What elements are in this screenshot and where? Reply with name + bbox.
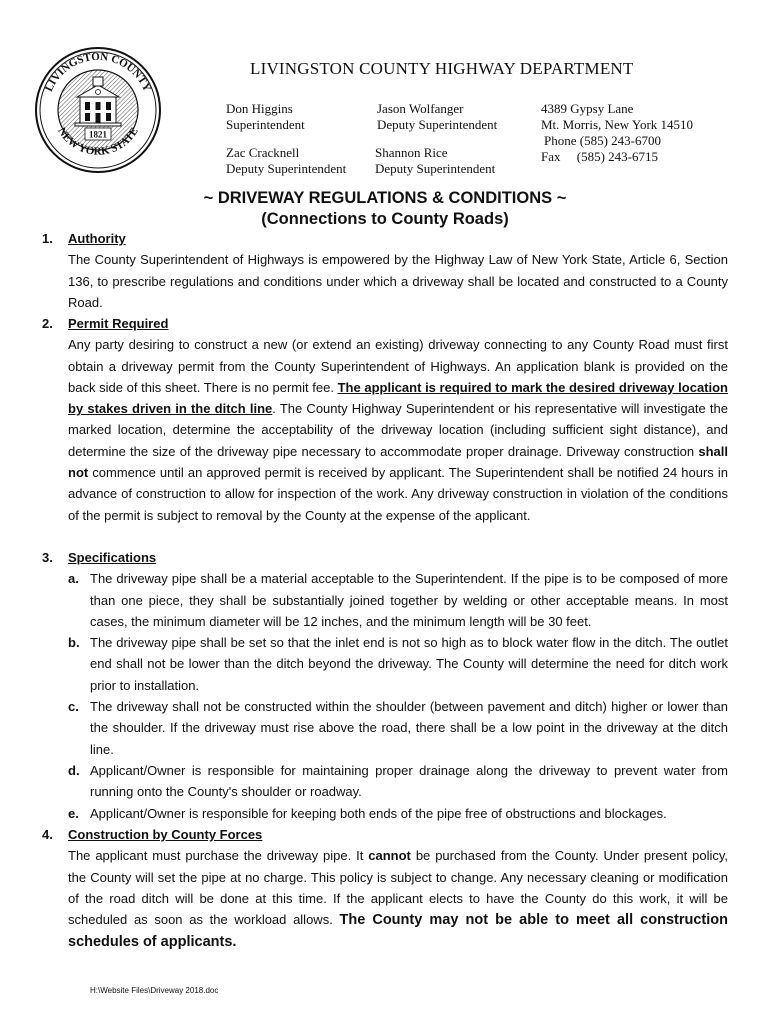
spec-item bbox=[68, 632, 728, 696]
emphasis-text: The County may not be able to meet all construction schedules of applicants. bbox=[68, 912, 728, 951]
section-heading: Permit Required bbox=[68, 316, 169, 331]
section-number: 2. bbox=[42, 316, 53, 331]
staff-name: Jason Wolfanger bbox=[377, 101, 464, 116]
item-text: Applicant/Owner is responsible for keeping both ends of the pipe free of obstructions and blockages. bbox=[90, 805, 667, 821]
address-city: Mt. Morris, New York 14510 bbox=[541, 117, 694, 132]
address-fax: Fax (585) 243-6715 bbox=[541, 149, 658, 164]
seal-top-text: LIVINGSTON COUNTY bbox=[42, 50, 154, 94]
item-text: The driveway shall not be constructed within the shoulder (between pavement and ditch) higher or lower than the shoulder. If the driveway must rise above the road, there shall be a low point in the driveway at the ditch line. bbox=[90, 699, 728, 757]
section-text bbox=[68, 334, 728, 526]
staff-title: Superintendent bbox=[226, 117, 305, 132]
section-number: 1. bbox=[42, 231, 53, 246]
section-text: The County Superintendent of Highways is empowered by the Highway Law of New York State, Article 6, Section 136, to prescribe regulations and conditions under which a driveway shall be located and constructed to a County Road. bbox=[68, 252, 728, 310]
staff-block-3 bbox=[226, 145, 346, 177]
staff-name: Zac Cracknell bbox=[226, 145, 300, 160]
emphasis-text: The applicant is required to mark the desired driveway location by stakes driven in the ditch line bbox=[68, 379, 728, 417]
item-label: b. bbox=[68, 635, 80, 651]
footer-file-path: H:\Website Files\Driveway 2018.doc bbox=[90, 986, 219, 995]
emphasis-text: cannot bbox=[368, 848, 411, 864]
item-text: The driveway pipe shall be set so that the inlet end is not so high as to block water flow in the ditch. The outlet end shall not be lower than the ditch beyond the driveway. The County will determine the need for ditch work prior to installation. bbox=[90, 635, 728, 693]
item-text: Applicant/Owner is responsible for maintaining proper drainage along the driveway to prevent water from running onto the County's shoulder or roadway. bbox=[90, 762, 728, 800]
address-street: 4389 Gypsy Lane bbox=[541, 101, 634, 116]
item-text: The driveway pipe shall be a material acceptable to the Superintendent. If the pipe is to be composed of more than one piece, they shall be substantially joined together by welding or other acceptable means. In most cases, the minimum diameter will be 12 inches, and the minimum length will be 30 feet. bbox=[90, 571, 728, 629]
document-title bbox=[0, 188, 770, 230]
staff-title: Deputy Superintendent bbox=[375, 161, 496, 176]
section-construction bbox=[44, 824, 728, 954]
text-run: commence until an approved permit is received by applicant. The Superintendent shall be notified 24 hours in advance of construction to allow for inspection of the work. Any driveway construction in violation of the conditions of the permit is subject to removal by the County at the expense of the applicant. bbox=[68, 465, 728, 523]
seal-year: 1821 bbox=[89, 129, 107, 140]
item-label: d. bbox=[68, 762, 80, 778]
text-run: Any party desiring to construct a new (or extend an existing) driveway connecting to any County Road must first obtain a driveway permit from the County Superintendent of Highways. An application blank is provided on the back side of this sheet. There is no permit fee. bbox=[68, 337, 728, 395]
section-authority bbox=[44, 228, 728, 313]
section-heading: Specifications bbox=[68, 550, 157, 565]
staff-name: Shannon Rice bbox=[375, 145, 448, 160]
seal-bottom-text: NEW YORK STATE bbox=[55, 125, 141, 158]
section-text bbox=[68, 845, 728, 953]
title-line-2: (Connections to County Roads) bbox=[261, 210, 509, 228]
item-label: c. bbox=[68, 699, 79, 715]
staff-block-2 bbox=[377, 101, 497, 133]
section-heading: Construction by County Forces bbox=[68, 827, 263, 842]
section-permit bbox=[44, 313, 728, 526]
text-run: . The County Highway Superintendent or his representative will investigate the marked location, determine the acceptability of the driveway location (including sufficient sight distance), and determine the size of the driveway pipe necessary to accommodate proper drainage. Driveway construction bbox=[68, 401, 728, 459]
spec-item bbox=[68, 696, 728, 760]
address-block bbox=[541, 101, 693, 165]
title-line-1: ~ DRIVEWAY REGULATIONS & CONDITIONS ~ bbox=[203, 189, 567, 207]
spec-item bbox=[68, 803, 728, 824]
spec-item bbox=[68, 568, 728, 632]
staff-block-1 bbox=[226, 101, 305, 133]
staff-title: Deputy Superintendent bbox=[377, 117, 498, 132]
section-number: 4. bbox=[42, 827, 53, 842]
address-phone: Phone (585) 243-6700 bbox=[544, 133, 661, 148]
text-run: be purchased from the County. Under present policy, the County will set the pipe at no charge. This policy is subject to change. Any necessary cleaning or modification of the road ditch will be done at this time. If the applicant elects to have the County do this work, it will be scheduled as soon as the workload allows. bbox=[68, 848, 729, 928]
staff-title: Deputy Superintendent bbox=[226, 161, 347, 176]
text-run: The applicant must purchase the driveway pipe. It bbox=[68, 848, 369, 864]
spec-item bbox=[68, 760, 728, 803]
section-specifications bbox=[44, 547, 728, 824]
item-label: e. bbox=[68, 805, 79, 821]
section-heading: Authority bbox=[68, 231, 126, 246]
emphasis-text: shall not bbox=[68, 443, 728, 481]
department-title: LIVINGSTON COUNTY HIGHWAY DEPARTMENT bbox=[250, 59, 634, 78]
item-label: a. bbox=[68, 571, 79, 587]
staff-name: Don Higgins bbox=[226, 101, 293, 116]
staff-block-4 bbox=[375, 145, 495, 177]
county-seal bbox=[33, 45, 163, 175]
section-number: 3. bbox=[42, 550, 53, 565]
